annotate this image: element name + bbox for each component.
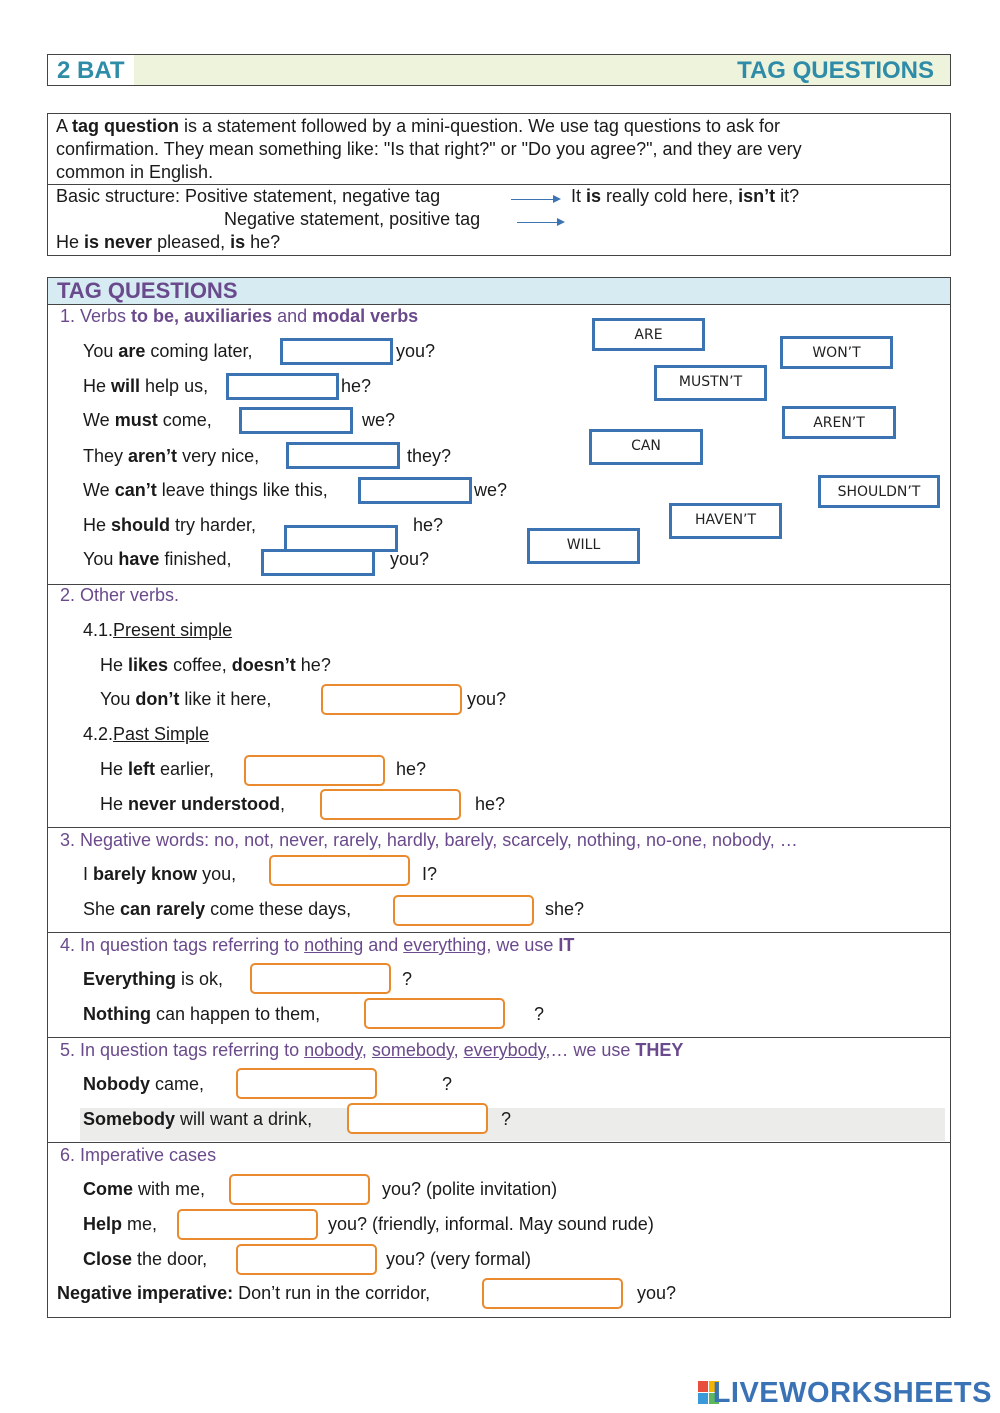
s3-title: 3. Negative words: no, not, never, rarely, hardly, barely, scarcely, nothing, no-one, nobody, … — [60, 830, 798, 850]
answer-gap[interactable] — [244, 755, 385, 786]
section-title: TAG QUESTIONS — [57, 278, 238, 303]
s1-sentence: He will help us, — [83, 376, 209, 396]
liveworksheets-logo: LIVEWORKSHEETS — [712, 1377, 992, 1409]
s6-tag: you? — [637, 1283, 677, 1303]
s1-tag: you? — [396, 341, 436, 361]
answer-gap[interactable] — [269, 855, 410, 886]
intro-line-2: confirmation. They mean something like: "Is that right?" or "Do you agree?", and they are very — [56, 139, 802, 159]
s2-sub2: 4.2.Past Simple — [83, 724, 210, 744]
s3-tag: she? — [545, 899, 585, 919]
s1-tag: you? — [390, 549, 430, 569]
answer-gap[interactable] — [347, 1103, 488, 1134]
word-tile[interactable]: ARE — [592, 318, 705, 351]
s2-tag: he? — [475, 794, 506, 814]
s3-tag: I? — [422, 864, 438, 884]
basic-structure-label: Basic structure: Positive statement, negative tag — [56, 186, 441, 206]
intro-line-3: common in English. — [56, 162, 214, 182]
s2-tag: you? — [467, 689, 507, 709]
s6-tag: you? (polite invitation) — [382, 1179, 558, 1199]
answer-gap[interactable] — [229, 1174, 370, 1205]
word-tile[interactable]: WON’T — [780, 336, 893, 369]
negative-structure-label: Negative statement, positive tag — [224, 209, 481, 229]
s6-sentence: Help me, — [83, 1214, 158, 1234]
s1-tag: he? — [413, 515, 444, 535]
answer-gap[interactable] — [286, 442, 400, 469]
s2-sentence: He never understood, — [100, 794, 286, 814]
s6-sentence: Come with me, — [83, 1179, 206, 1199]
s6-title: 6. Imperative cases — [60, 1145, 217, 1165]
s1-sentence: You have finished, — [83, 549, 232, 569]
s3-sentence: I barely know you, — [83, 864, 237, 884]
example-positive: It is really cold here, isn’t it? — [571, 186, 800, 206]
word-tile[interactable]: WILL — [527, 528, 640, 564]
arrow-icon — [511, 199, 559, 200]
s2-tag: he? — [396, 759, 427, 779]
s4-sentence: Everything is ok, — [83, 969, 224, 989]
s5-title: 5. In question tags referring to nobody, somebody, everybody,… we use THEY — [60, 1040, 684, 1060]
answer-gap[interactable] — [482, 1278, 623, 1309]
answer-gap[interactable] — [280, 338, 393, 365]
s1-tag: he? — [341, 376, 372, 396]
answer-gap[interactable] — [364, 998, 505, 1029]
answer-gap[interactable] — [261, 549, 375, 576]
answer-gap[interactable] — [236, 1244, 377, 1275]
intro-line-1: A tag question is a statement followed by a mini-question. We use tag questions to ask for — [56, 116, 780, 136]
s2-sentence: You don’t like it here, — [100, 689, 272, 709]
s5-sentence: Nobody came, — [83, 1074, 205, 1094]
s1-tag: we? — [362, 410, 396, 430]
example-negative: He is never pleased, is he? — [56, 232, 281, 252]
s1-sentence: We must come, — [83, 410, 212, 430]
s6-tag: you? (very formal) — [386, 1249, 532, 1269]
s5-sentence: Somebody will want a drink, — [83, 1109, 313, 1129]
s2-title: 2. Other verbs. — [60, 585, 180, 605]
answer-gap[interactable] — [239, 407, 353, 434]
s2-example: He likes coffee, doesn’t he? — [100, 655, 331, 675]
answer-gap[interactable] — [358, 477, 472, 504]
s4-tag: ? — [402, 969, 413, 989]
worksheet-title: TAG QUESTIONS — [737, 57, 934, 84]
s4-sentence: Nothing can happen to them, — [83, 1004, 321, 1024]
word-tile[interactable]: AREN’T — [782, 406, 896, 439]
s1-tag: they? — [407, 446, 452, 466]
answer-gap[interactable] — [177, 1209, 318, 1240]
word-tile[interactable]: MUSTN’T — [654, 365, 767, 401]
s2-sub1: 4.1.Present simple — [83, 620, 233, 640]
arrow-icon — [517, 222, 563, 223]
s1-title: 1. Verbs to be, auxiliaries and modal verbs — [60, 306, 419, 326]
answer-gap[interactable] — [236, 1068, 377, 1099]
s1-sentence: He should try harder, — [83, 515, 257, 535]
answer-gap[interactable] — [284, 525, 398, 552]
s4-title: 4. In question tags referring to nothing and everything, we use IT — [60, 935, 575, 955]
answer-gap[interactable] — [321, 684, 462, 715]
word-tile[interactable]: SHOULDN’T — [818, 475, 940, 508]
answer-gap[interactable] — [250, 963, 391, 994]
level-label: 2 BAT — [57, 57, 125, 84]
word-tile[interactable]: HAVEN’T — [669, 503, 782, 539]
answer-gap[interactable] — [320, 789, 461, 820]
s1-sentence: We can’t leave things like this, — [83, 480, 328, 500]
header-bar — [47, 54, 951, 86]
s5-tag: ? — [501, 1109, 512, 1129]
answer-gap[interactable] — [226, 373, 339, 400]
s1-sentence: They aren’t very nice, — [83, 446, 260, 466]
s2-sentence: He left earlier, — [100, 759, 215, 779]
s6-tag: you? (friendly, informal. May sound rude) — [328, 1214, 654, 1234]
s1-sentence: You are coming later, — [83, 341, 253, 361]
word-tile[interactable]: CAN — [589, 429, 703, 465]
s5-tag: ? — [442, 1074, 453, 1094]
s3-sentence: She can rarely come these days, — [83, 899, 352, 919]
answer-gap[interactable] — [393, 895, 534, 926]
s6-sentence: Negative imperative: Don’t run in the corridor, — [57, 1283, 431, 1303]
s6-sentence: Close the door, — [83, 1249, 208, 1269]
s1-tag: we? — [474, 480, 508, 500]
s4-tag: ? — [534, 1004, 545, 1024]
